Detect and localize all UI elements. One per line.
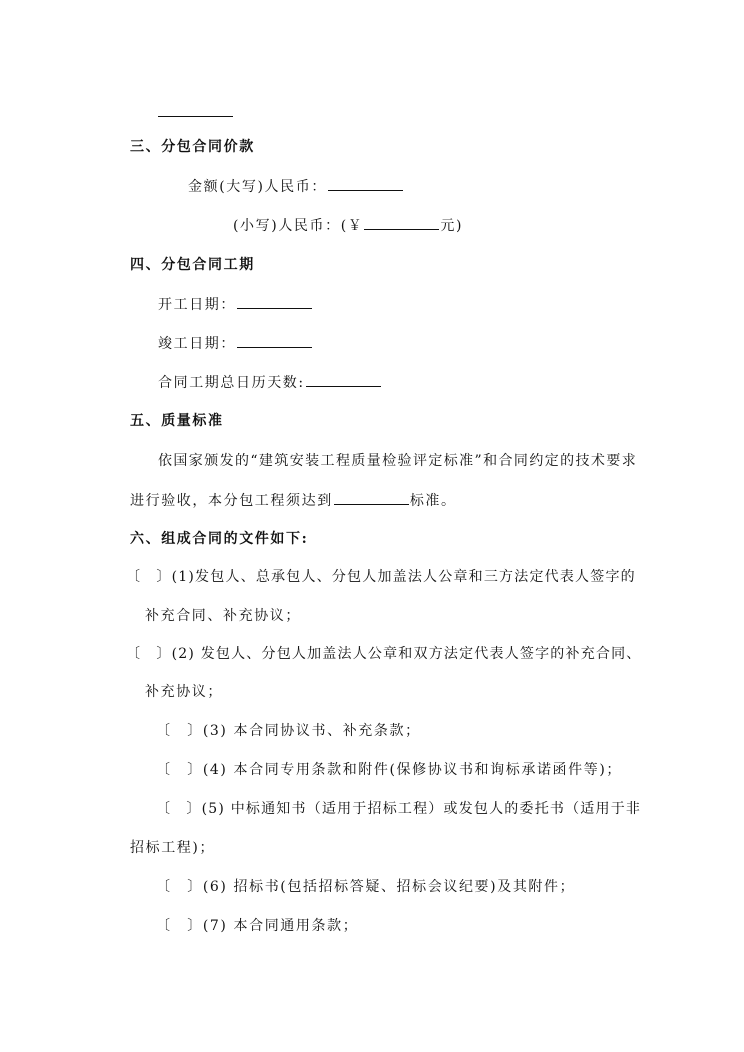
quality-prefix: 进行验收，本分包工程须达到 [130, 493, 333, 509]
doc-item-4 [156, 760, 622, 780]
amount-lower-label: (小写)人民币：(￥ [233, 218, 364, 234]
total-days-line [158, 372, 382, 393]
doc-item-text: (2) 发包人、分包人加盖法人公章和双方法定代表人签字的补充合同、 [171, 646, 642, 662]
doc-item-1 [126, 567, 636, 587]
total-days-blank [306, 372, 381, 387]
doc-item-5 [156, 799, 641, 819]
quality-para-line1: 依国家颁发的“建筑安装工程质量检验评定标准”和合同约定的技术要求 [158, 453, 638, 469]
amount-upper-label: 金额(大写)人民币： [188, 179, 327, 195]
doc-item-3 [156, 721, 421, 741]
quality-blank [334, 490, 409, 505]
amount-upper-line [188, 176, 404, 197]
amount-lower-blank [364, 215, 439, 230]
amount-lower-suffix: 元) [440, 218, 464, 234]
checkbox[interactable]: 〔 〕 [156, 723, 203, 739]
blank-field [158, 116, 233, 117]
doc-item-6 [156, 877, 575, 897]
amount-lower-line [233, 215, 463, 236]
doc-item-text: (1)发包人、总承包人、分包人加盖法人公章和三方法定代表人签字的 [171, 569, 636, 585]
quality-para-line2 [130, 490, 457, 511]
doc-item-2 [126, 644, 642, 664]
checkbox[interactable]: 〔 〕 [156, 918, 203, 934]
section-4-title: 四、分包合同工期 [130, 257, 255, 273]
section-5-title: 五、质量标准 [130, 413, 224, 429]
section-6-title: 六、组成合同的文件如下: [130, 531, 309, 547]
quality-suffix: 标准。 [409, 493, 457, 509]
checkbox[interactable]: 〔 〕 [156, 762, 203, 778]
doc-item-1-cont: 补充合同、补充协议； [145, 608, 301, 624]
doc-item-2-cont: 补充协议； [145, 684, 223, 700]
doc-item-text: (4) 本合同专用条款和附件(保修协议书和询标承诺函件等)； [202, 762, 623, 778]
start-date-blank [237, 294, 312, 309]
doc-item-text: (7) 本合同通用条款； [202, 918, 359, 934]
amount-upper-blank [328, 176, 403, 191]
end-date-blank [237, 333, 312, 348]
doc-item-text: (3) 本合同协议书、补充条款； [202, 723, 421, 739]
checkbox[interactable]: 〔 〕 [156, 801, 202, 817]
doc-item-text: (6) 招标书(包括招标答疑、招标会议纪要)及其附件； [202, 879, 576, 895]
start-date-label: 开工日期： [158, 297, 236, 313]
start-date-line [158, 294, 313, 315]
checkbox[interactable]: 〔 〕 [126, 646, 172, 662]
checkbox[interactable]: 〔 〕 [126, 569, 172, 585]
end-date-line [158, 333, 313, 354]
checkbox[interactable]: 〔 〕 [156, 879, 203, 895]
doc-item-7 [156, 916, 358, 936]
total-days-label: 合同工期总日历天数: [158, 375, 305, 391]
section-3-title: 三、分包合同价款 [130, 139, 255, 155]
doc-item-text: (5) 中标通知书（适用于招标工程）或发包人的委托书（适用于非 [201, 801, 642, 817]
doc-item-5-cont: 招标工程)； [130, 840, 216, 856]
end-date-label: 竣工日期： [158, 336, 236, 352]
